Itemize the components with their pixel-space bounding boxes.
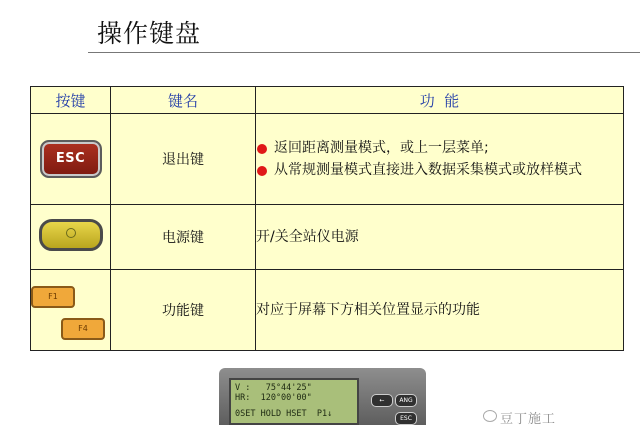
power-key-image	[39, 219, 103, 251]
key-function: 开/关全站仪电源	[256, 205, 624, 270]
bullet-icon	[257, 144, 267, 154]
lcd-line: V : 75°44'25"	[235, 383, 312, 393]
total-station-image	[219, 368, 426, 425]
key-table	[30, 86, 624, 351]
lcd-line: HR: 120°00'00"	[235, 393, 312, 403]
table-header-row	[31, 87, 624, 114]
bullet-icon	[257, 166, 267, 176]
function-text: 从常规测量模式直接进入数据采集模式或放样模式	[274, 161, 582, 178]
esc-key-cell	[31, 114, 111, 205]
header-name: 键名	[111, 87, 256, 114]
key-name: 退出键	[111, 114, 256, 205]
function-item	[256, 139, 623, 158]
key-name: 功能键	[111, 270, 256, 351]
function-key-images	[33, 280, 108, 340]
device-esc-key-image: ESC	[395, 412, 417, 425]
f1-key-image: F1	[31, 286, 75, 308]
power-key-cell	[31, 205, 111, 270]
page-title: 操作键盘	[97, 19, 202, 48]
function-key-cell	[31, 270, 111, 351]
header-key: 按键	[31, 87, 111, 114]
function-item	[256, 161, 623, 180]
arrow-key-image: ←	[371, 394, 393, 407]
lcd-line: 0SET HOLD HSET P1↓	[235, 409, 333, 419]
watermark-icon	[483, 410, 497, 422]
title-divider	[88, 52, 640, 53]
esc-key-image: ESC	[40, 140, 102, 178]
function-text: 返回距离测量模式，或上一层菜单;	[274, 139, 489, 156]
key-function	[256, 114, 624, 205]
table-row	[31, 114, 624, 205]
key-name: 电源键	[111, 205, 256, 270]
header-function: 功 能	[256, 87, 624, 114]
power-icon	[66, 228, 76, 238]
table-row	[31, 205, 624, 270]
lcd-screen	[229, 378, 359, 425]
key-function: 对应于屏幕下方相关位置显示的功能	[256, 270, 624, 351]
table-row	[31, 270, 624, 351]
ang-key-image: ANG	[395, 394, 417, 407]
watermark: 豆丁施工	[500, 412, 557, 427]
f4-key-image: F4	[61, 318, 105, 340]
